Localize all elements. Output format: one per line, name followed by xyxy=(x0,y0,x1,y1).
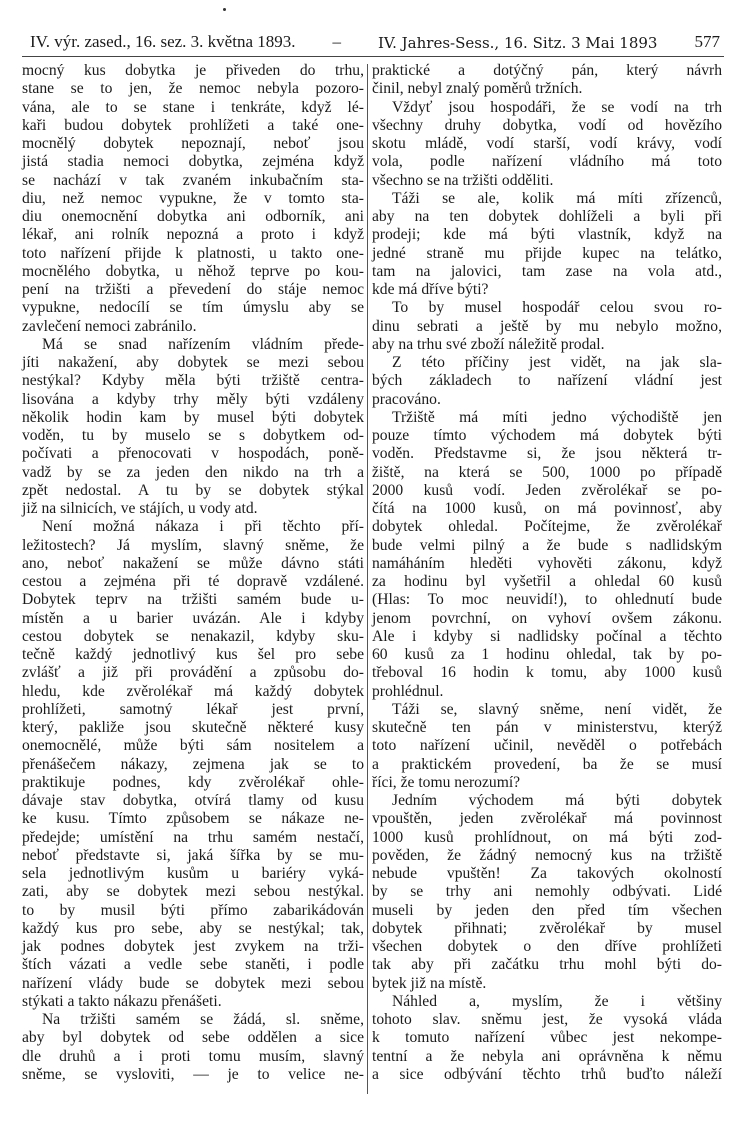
text-line: všechny druhy dobytka, vodí od hovězího xyxy=(372,116,722,134)
header-german: IV. Jahres-Sess., 16. Sitz. 3 Mai 1893 xyxy=(378,34,658,52)
text-line: voděn. Představme si, že jsou některá tr- xyxy=(372,445,722,463)
text-line: toto nařízení učinil, nevěděl o potřebách xyxy=(372,737,722,755)
paragraph xyxy=(22,518,364,1011)
text-line: vypukne, nedocílí se tím úmyslu aby se xyxy=(22,299,364,317)
text-line: praktické a dotýčný pán, který návrh xyxy=(372,62,722,79)
text-line: cestou a zejména při té dopravě vzdálené. xyxy=(22,573,364,590)
paragraph xyxy=(372,99,722,190)
text-line: mocný kus dobytka je přiveden do trhu, xyxy=(22,62,364,79)
text-line: tentní a že nebyla ani oprávněna k němu xyxy=(372,1047,722,1065)
text-line: zvlášť a již při provádění a způsobu do- xyxy=(22,664,364,682)
text-line: praktikuje podnes, kdy zvěrolékař ohle- xyxy=(22,773,364,791)
text-line: stane se to jen, že nemoc nebyla pozoro- xyxy=(22,80,364,98)
text-line: nestýkal? Kdyby měla býti tržiště centra- xyxy=(22,372,364,390)
text-line: kde má dříve býti? xyxy=(372,281,489,298)
text-line: to by musil býti přímo zabarikádován xyxy=(22,901,364,919)
text-line: Na tržišti samém se žádá, sl. sněme, xyxy=(42,1011,364,1028)
paragraph xyxy=(372,190,722,300)
text-line: zpět nedostal. A tu by se dobytek stýkal xyxy=(22,481,364,499)
text-line: tak aby při začátku trhu mohl býti do- xyxy=(372,956,722,974)
text-line: všechen dobytek o den dříve prohlížeti xyxy=(372,938,722,955)
text-line: místěn a u barier uvázán. Ale i kdyby xyxy=(22,609,364,627)
text-line: dobytek přihnati; zvěrolékař by musel xyxy=(372,919,722,937)
text-line: Není možná nákaza i při těchto pří- xyxy=(42,518,364,536)
text-line: prohlédnul. xyxy=(372,682,444,700)
text-line: jedné straně mu přijde kupec na telátko, xyxy=(372,244,722,262)
text-line: bude velmi pilný a že bude s nadlidským xyxy=(372,536,722,554)
text-line: lékař, ani rolník nepozná a proto i když xyxy=(22,226,364,244)
text-line: zavlečení nemoci zabránilo. xyxy=(22,317,197,335)
text-line: cestou dobytek se nenakazil, kdyby sku- xyxy=(22,627,364,645)
header-czech: IV. výr. zased., 16. sez. 3. května 1893. xyxy=(30,32,296,51)
text-line: tam na jalovici, tam zase na vola atd., xyxy=(372,262,722,280)
text-line: ležitostech? Já myslím, slavný sněme, že xyxy=(22,536,364,554)
text-line: 2000 kusů vodí. Jeden zvěrolékař se po- xyxy=(372,481,722,499)
text-line: Tržiště má míti jedno východiště jen xyxy=(392,408,722,426)
text-line: Vždyť jsou hospodáři, že se vodí na trh xyxy=(392,98,722,116)
text-line: jistá stadia nemoci dobytka, zejména když xyxy=(22,153,364,171)
text-line: Náhled a, myslím, že i většiny xyxy=(392,992,722,1010)
text-line: toto nařízení přijde k platnosti, u takto one- xyxy=(22,244,364,262)
header-rule xyxy=(22,56,724,57)
text-line: voděn, tu by muselo se s dobytkem od- xyxy=(22,427,364,444)
paragraph xyxy=(372,299,722,354)
text-line: se nachází v tak zvaném inkubačním sta- xyxy=(22,171,364,189)
text-line: vola, podle nařízení vládního má toto xyxy=(372,153,722,171)
text-line: (Hlas: To moc neuvidí!), to ohlednutí bude xyxy=(372,591,722,609)
text-line: několik hodin kam by musel býti dobytek xyxy=(22,408,364,426)
text-line: činil, nebyl znalý poměrů tržních. xyxy=(372,80,583,98)
text-line: vpouštěn, jeden zvěrolékař má povinnost xyxy=(372,810,722,828)
text-line: To by musel hospodář celou svou ro- xyxy=(392,299,722,317)
text-line: jak podnes dobytek jest zvykem na trži- xyxy=(22,938,364,955)
text-line: Ale i kdyby si nadlidsky počínal a těchto xyxy=(372,627,722,645)
text-line: čítá na 1000 kusů, on má povinnosť, aby xyxy=(372,500,722,517)
text-line: Dobytek teprv na tržišti samém bude u- xyxy=(22,591,364,609)
text-line: vadž by se za jeden den nikdo na trh a xyxy=(22,463,364,481)
text-line: který, pakliže jsou skutečně některé kusy xyxy=(22,719,364,736)
text-line: 1000 kusů prohlídnout, on má býti zod- xyxy=(372,828,722,846)
paragraph xyxy=(372,701,722,792)
text-line: jenom povrchní, on vyhoví ovšem zákonu. xyxy=(372,609,722,627)
text-line: diu, než nemoc vypukne, že v tomto sta- xyxy=(22,189,364,207)
text-line: Táži se, slavný sněme, není vidět, že xyxy=(392,700,722,718)
text-line: třeboval 16 hodin k tomu, aby 1000 kusů xyxy=(372,664,722,682)
text-line: a sice odbývání těchto trhů buďto náleží xyxy=(372,1065,722,1083)
text-line: sela jednotlivým kusům u bariéry vyká- xyxy=(22,865,364,882)
text-line: nebude vpuštěn! Za takových okolností xyxy=(372,865,722,882)
text-line: aby na trhu své zboží náležitě prodal. xyxy=(372,335,605,353)
text-line: mocnělého dobytka, u něhož teprve po kou- xyxy=(22,262,364,280)
text-line: mocnělý dobytek nepoznají, neboť jsou xyxy=(22,135,364,152)
text-line: hledu, kde zvěrolékař má každý dobytek xyxy=(22,682,364,700)
text-line: diu onemocnění dobytka ani odborník, ani xyxy=(22,208,364,225)
text-line: k tomuto nařízení vůbec jest nekompe- xyxy=(372,1029,722,1047)
text-line: skotu mládě, vodí starší, vodí krávy, vodí xyxy=(372,135,722,152)
paragraph xyxy=(22,336,364,519)
text-line: již na silnicích, ve stájích, u vody atd. xyxy=(22,500,258,517)
text-line: pověden, že žádný nemocný kus na tržiště xyxy=(372,846,722,864)
column-divider xyxy=(367,64,368,1094)
text-line: dle druhů a i proti tomu musím, slavný xyxy=(22,1047,364,1065)
text-line: tečně každý jednotlivý kus šel pro sebe xyxy=(22,646,364,663)
text-line: za hodinu byl vyšetřil a ohledal 60 kusů xyxy=(372,573,722,590)
text-line: kaři budou dobytek prohlížeti a také one- xyxy=(22,116,364,134)
paragraph xyxy=(372,62,722,99)
text-line: dobytek ohledal. Počítejme, že zvěrolékař xyxy=(372,518,722,536)
text-line: nařízení vlády bude se dobytek mezi sebou xyxy=(22,974,364,992)
text-line: aby byl dobytek od sebe oddělen a sice xyxy=(22,1029,364,1047)
paragraph xyxy=(372,792,722,993)
text-line: pouze tímto východem má dobytek býti xyxy=(372,427,722,444)
text-line: bytek již na místě. xyxy=(372,974,487,992)
text-line: štích vázati a vedle sebe staněti, i podle xyxy=(22,956,364,974)
text-line: skutečně ten pán v ministerstvu, kterýž xyxy=(372,719,722,736)
text-line: lisována a kdyby trhy měly býti vzdáleny xyxy=(22,390,364,408)
text-line: by se trhy ani nemohly odbývati. Lidé xyxy=(372,883,722,901)
text-line: tohoto slav. sněmu jest, že vysoká vláda xyxy=(372,1011,722,1028)
text-line: předejde; umístění na trhu samém nestačí, xyxy=(22,828,364,846)
text-line: pení na tržišti a převedení do stáje nemoc xyxy=(22,281,364,298)
text-line: a praktickém provedení, ba že se musí xyxy=(372,755,722,773)
text-line: říci, že tomu nerozumí? xyxy=(372,773,521,791)
page-number: 577 xyxy=(694,32,720,51)
text-line: stýkati a takto nákazu přenášeti. xyxy=(22,992,222,1010)
text-line: Má se snad nařízením vládním přede- xyxy=(42,335,364,353)
text-line: pracováno. xyxy=(372,390,441,408)
right-column xyxy=(372,62,722,1084)
text-line: dinu sebrati a ještě by mu nebylo možno, xyxy=(372,317,722,335)
text-line: Táži se ale, kolik má míti zřízenců, xyxy=(392,189,722,207)
header-dash: – xyxy=(332,32,341,51)
text-line: bých základech to nařízení vládní jest xyxy=(372,372,722,390)
text-line: zati, aby se dobytek mezi sebou nestýkal. xyxy=(22,883,364,901)
print-speck xyxy=(223,8,226,11)
text-line: vána, ale to se stane i tenkráte, když lé- xyxy=(22,98,364,116)
text-line: přenášečem nákazy, zejmena jak se to xyxy=(22,755,364,773)
paragraph xyxy=(22,62,364,336)
left-column xyxy=(22,62,364,1084)
text-line: museli by jeden den před tím všechen xyxy=(372,901,722,919)
text-line: aby na ten dobytek dohlíželi a byli při xyxy=(372,208,722,225)
text-line: jíti nakažení, aby dobytek se mezi sebou xyxy=(22,354,364,371)
text-line: Jedním východem má býti dobytek xyxy=(392,792,722,809)
text-line: onemocnělé, může býti sám nositelem a xyxy=(22,737,364,755)
running-header xyxy=(30,22,720,52)
text-line: všechno se na tržišti odděliti. xyxy=(372,171,554,189)
text-line: 60 kusů za 1 hodinu ohledal, tak by po- xyxy=(372,646,722,663)
text-line: ke kusu. Tímto způsobem se nákaze ne- xyxy=(22,810,364,828)
paragraph xyxy=(22,1011,364,1084)
text-line: namáháním hleděti vyhověti zákonu, když xyxy=(372,554,722,572)
paragraph xyxy=(372,993,722,1084)
paragraph xyxy=(372,409,722,701)
text-line: prodeji; kde má býti vlastník, když na xyxy=(372,226,722,244)
text-line: Z této příčiny jest vidět, na jak sla- xyxy=(392,354,722,371)
text-line: dávaje stav dobytka, otvírá tlamy od kusu xyxy=(22,792,364,809)
text-line: prohlížeti, samotný lékař jest první, xyxy=(22,700,364,718)
paragraph xyxy=(372,354,722,409)
text-line: ano, neboť nakažení se může dávno státi xyxy=(22,554,364,572)
text-line: sněme, se vysloviti, — je to velice ne- xyxy=(22,1065,364,1083)
text-line: počívati a přenocovati v hospodách, poně- xyxy=(22,445,364,463)
text-line: žiště, na která se 500, 1000 po případě xyxy=(372,463,722,481)
text-line: neboť představte si, jaká šířka by se mu- xyxy=(22,846,364,864)
text-line: každý kus pro sebe, aby se nestýkal; tak, xyxy=(22,919,364,937)
